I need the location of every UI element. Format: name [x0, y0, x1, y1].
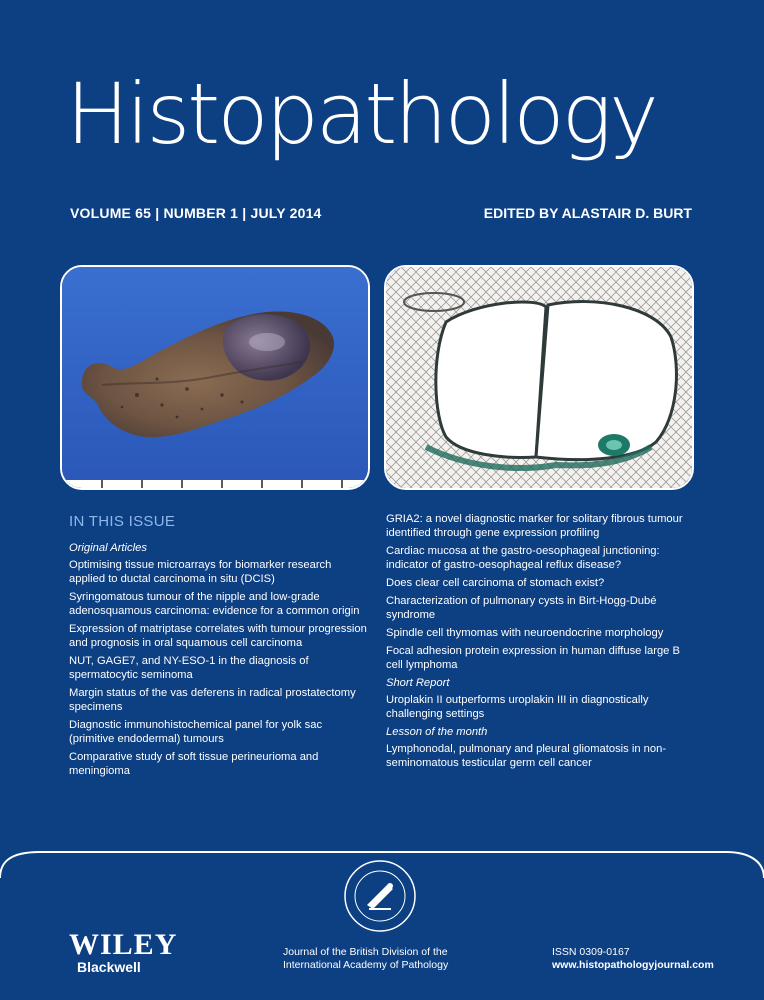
contents-right-column: [386, 512, 686, 774]
section-heading: Short Report: [386, 677, 450, 689]
article-title: Does clear cell carcinoma of stomach exist?: [386, 577, 605, 589]
volume-issue-date: VOLUME 65 | NUMBER 1 | JULY 2014: [70, 205, 322, 221]
article-title: Spindle cell thymomas with neuroendocrine morphology: [386, 627, 664, 639]
issn-block: [552, 946, 714, 972]
journal-title: Histopathology: [66, 65, 656, 163]
article-title: Focal adhesion protein expression in human diffuse large B cell lymphoma: [386, 645, 680, 671]
article-title: Diagnostic immunohistochemical panel for yolk sac (primitive endodermal) tumours: [69, 719, 323, 745]
article-title: Uroplakin II outperforms uroplakin III in diagnostically challenging settings: [386, 694, 649, 720]
article-title: Cardiac mucosa at the gastro-oesophageal junctioning: indicator of gastro-oesophageal reflux disease?: [386, 545, 660, 571]
contents-left-column: [69, 541, 369, 782]
society-line: Journal of the British Division of the: [283, 946, 448, 958]
in-this-issue-heading: IN THIS ISSUE: [69, 513, 176, 530]
publisher-logo-blackwell: Blackwell: [77, 959, 141, 975]
micrograph-photo: [384, 265, 694, 490]
article-title: Comparative study of soft tissue perineurioma and meningioma: [69, 751, 319, 777]
gross-specimen-photo: [60, 265, 370, 490]
journal-website: www.histopathologyjournal.com: [552, 959, 714, 971]
academy-seal-logo: [343, 859, 417, 933]
article-title: Margin status of the vas deferens in radical prostatectomy specimens: [69, 687, 356, 713]
article-title: Optimising tissue microarrays for biomarker research applied to ductal carcinoma in situ (DCIS): [69, 559, 332, 585]
article-title: Lymphonodal, pulmonary and pleural gliomatosis in non-seminomatous testicular germ cell cancer: [386, 743, 667, 769]
article-title: Expression of matriptase correlates with tumour progression and prognosis in oral squamous cell carcinoma: [69, 623, 367, 649]
article-title: GRIA2: a novel diagnostic marker for solitary fibrous tumour identified through gene expression profiling: [386, 513, 683, 539]
section-heading: Lesson of the month: [386, 726, 488, 738]
society-line: International Academy of Pathology: [283, 959, 449, 971]
article-title: Characterization of pulmonary cysts in Birt-Hogg-Dubé syndrome: [386, 595, 657, 621]
section-heading: Original Articles: [69, 542, 147, 554]
article-title: Syringomatous tumour of the nipple and low-grade adenosquamous carcinoma: evidence for a common origin: [69, 591, 360, 617]
issn-number: ISSN 0309-0167: [552, 946, 630, 958]
article-title: NUT, GAGE7, and NY-ESO-1 in the diagnosis of spermatocytic seminoma: [69, 655, 309, 681]
publisher-logo-wiley: WILEY: [69, 928, 178, 961]
society-affiliation: [283, 946, 448, 972]
editor-credit: EDITED BY ALASTAIR D. BURT: [483, 205, 692, 221]
